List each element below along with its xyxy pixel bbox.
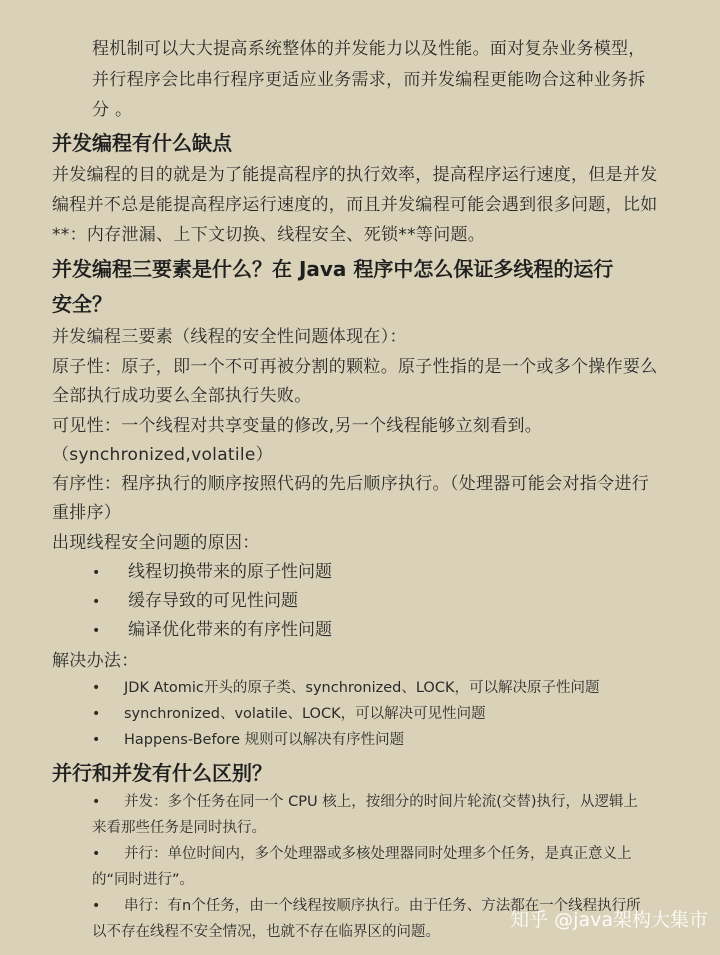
- paragraph-line: 重排序）: [52, 503, 122, 523]
- paragraph-line: 并发编程的目的就是为了能提高程序的执行效率，提高程序运行速度，但是并发: [52, 165, 658, 185]
- list-item-continuation: 的“同时进行”。: [92, 872, 195, 888]
- bullet-icon: •: [92, 898, 101, 914]
- paragraph-line: 解决办法：: [52, 651, 139, 671]
- list-item: 缓存导致的可见性问题: [128, 591, 298, 611]
- list-item: 并发：多个任务在同一个 CPU 核上，按细分的时间片轮流(交替)执行，从逻辑上: [124, 794, 639, 810]
- section-heading: 并发编程有什么缺点: [52, 131, 232, 155]
- bullet-icon: •: [92, 565, 101, 581]
- bullet-icon: •: [92, 846, 101, 862]
- list-item: 编译优化带来的有序性问题: [128, 620, 332, 640]
- paragraph-line: 原子性：原子，即一个不可再被分割的颗粒。原子性指的是一个或多个操作要么: [52, 357, 658, 377]
- bullet-icon: •: [92, 594, 101, 610]
- list-item-continuation: 以不存在线程不安全情况，也就不存在临界区的问题。: [92, 924, 440, 940]
- list-item: 线程切换带来的原子性问题: [128, 562, 332, 582]
- list-item: JDK Atomic开头的原子类、synchronized、LOCK，可以解决原子性问题: [124, 680, 600, 696]
- list-item-continuation: 来看那些任务是同时执行。: [92, 820, 266, 836]
- list-item: 并行：单位时间内，多个处理器或多核处理器同时处理多个任务，是真正意义上: [124, 846, 632, 862]
- section-heading: 并发编程三要素是什么？在 Java 程序中怎么保证多线程的运行: [52, 257, 614, 281]
- bullet-icon: •: [92, 794, 101, 810]
- intro-line: 并行程序会比串行程序更适应业务需求，而并发编程更能吻合这种业务拆: [92, 70, 646, 90]
- list-item: 串行：有n个任务，由一个线程按顺序执行。由于任务、方法都在一个线程执行所: [124, 898, 641, 914]
- zhihu-watermark: 知乎 @java架构大集市: [510, 909, 708, 931]
- paragraph-line: 可见性：一个线程对共享变量的修改,另一个线程能够立刻看到。: [52, 416, 543, 436]
- section-heading: 安全？: [52, 292, 112, 316]
- list-item: Happens-Before 规则可以解决有序性问题: [124, 732, 405, 748]
- bullet-icon: •: [92, 732, 101, 748]
- paragraph-line: 全部执行成功要么全部执行失败。: [52, 386, 312, 406]
- paragraph-line: 有序性：程序执行的顺序按照代码的先后顺序执行。（处理器可能会对指令进行: [52, 474, 649, 494]
- paragraph-line: 并发编程三要素（线程的安全性问题体现在）：: [52, 327, 407, 347]
- intro-line: 分 。: [92, 100, 133, 120]
- paragraph-line: **：内存泄漏、上下文切换、线程安全、死锁**等问题。: [52, 225, 486, 245]
- paragraph-line: （synchronized,volatile）: [52, 445, 273, 465]
- intro-line: 程机制可以大大提高系统整体的并发能力以及性能。面对复杂业务模型，: [92, 39, 646, 59]
- paragraph-line: 编程并不总是能提高程序运行速度的，而且并发编程可能会遇到很多问题，比如: [52, 195, 658, 215]
- list-item: synchronized、volatile、LOCK，可以解决可见性问题: [124, 706, 486, 722]
- bullet-icon: •: [92, 706, 101, 722]
- bullet-icon: •: [92, 623, 101, 639]
- bullet-icon: •: [92, 680, 101, 696]
- section-heading: 并行和并发有什么区别？: [52, 761, 272, 785]
- paragraph-line: 出现线程安全问题的原因：: [52, 533, 260, 553]
